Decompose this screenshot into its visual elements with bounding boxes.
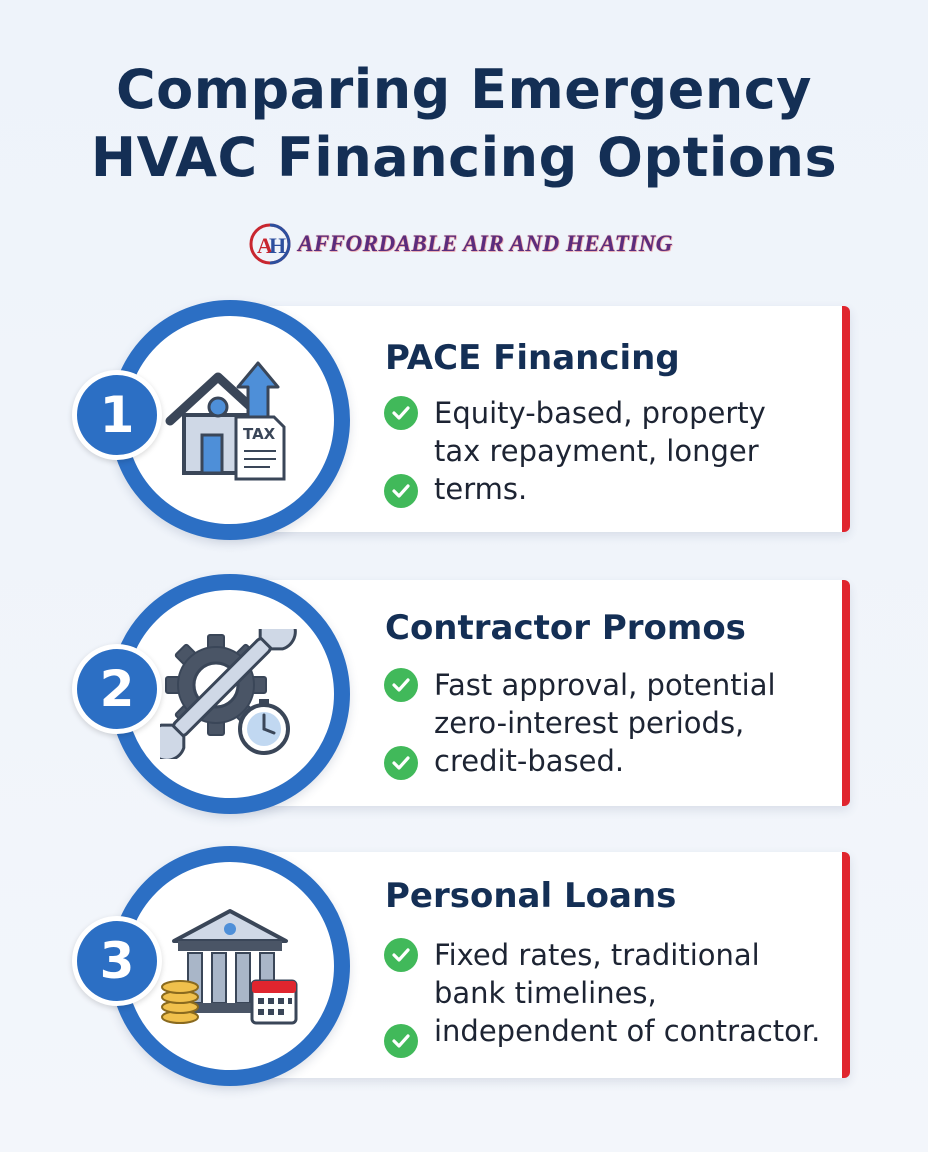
svg-text:A: A [257,233,273,258]
option-contractor-promos [0,580,928,812]
option-pace [0,306,928,538]
option-number-badge: 3 [72,916,162,1006]
option-number-badge: 2 [72,644,162,734]
brand-mark-icon [248,222,292,266]
page-title [0,56,928,192]
description-line: zero-interest periods, [434,706,745,740]
gear-wrench-stopwatch-icon [160,629,300,759]
option-description [434,666,834,780]
brand-logo [248,222,673,266]
description-line: Fixed rates, traditional [434,938,760,972]
option-description [434,394,834,508]
option-title: Contractor Promos [385,608,746,648]
brand-name: AFFORDABLE AIR AND HEATING [298,231,673,256]
description-line: Fast approval, potential [434,668,776,702]
title-line-2: HVAC Financing Options [90,126,838,189]
option-personal-loans [0,852,928,1084]
check-icon [384,668,418,702]
option-description [434,936,834,1050]
description-line: independent of contractor. [434,1014,821,1048]
description-line: credit-based. [434,744,625,778]
bank-coins-calendar-icon [160,901,300,1031]
check-icon [384,1024,418,1058]
description-line: tax repayment, longer [434,434,759,468]
house-tax-document-icon [160,355,300,485]
option-title: Personal Loans [385,876,677,916]
description-line: Equity-based, property [434,396,766,430]
svg-text:H: H [269,233,287,258]
check-icon [384,938,418,972]
option-number-badge: 1 [72,370,162,460]
description-line: terms. [434,472,528,506]
title-line-1: Comparing Emergency [116,58,812,121]
check-icon [384,474,418,508]
svg-text:TAX: TAX [243,425,276,443]
description-line: bank timelines, [434,976,657,1010]
check-icon [384,746,418,780]
check-icon [384,396,418,430]
option-title: PACE Financing [385,338,680,378]
